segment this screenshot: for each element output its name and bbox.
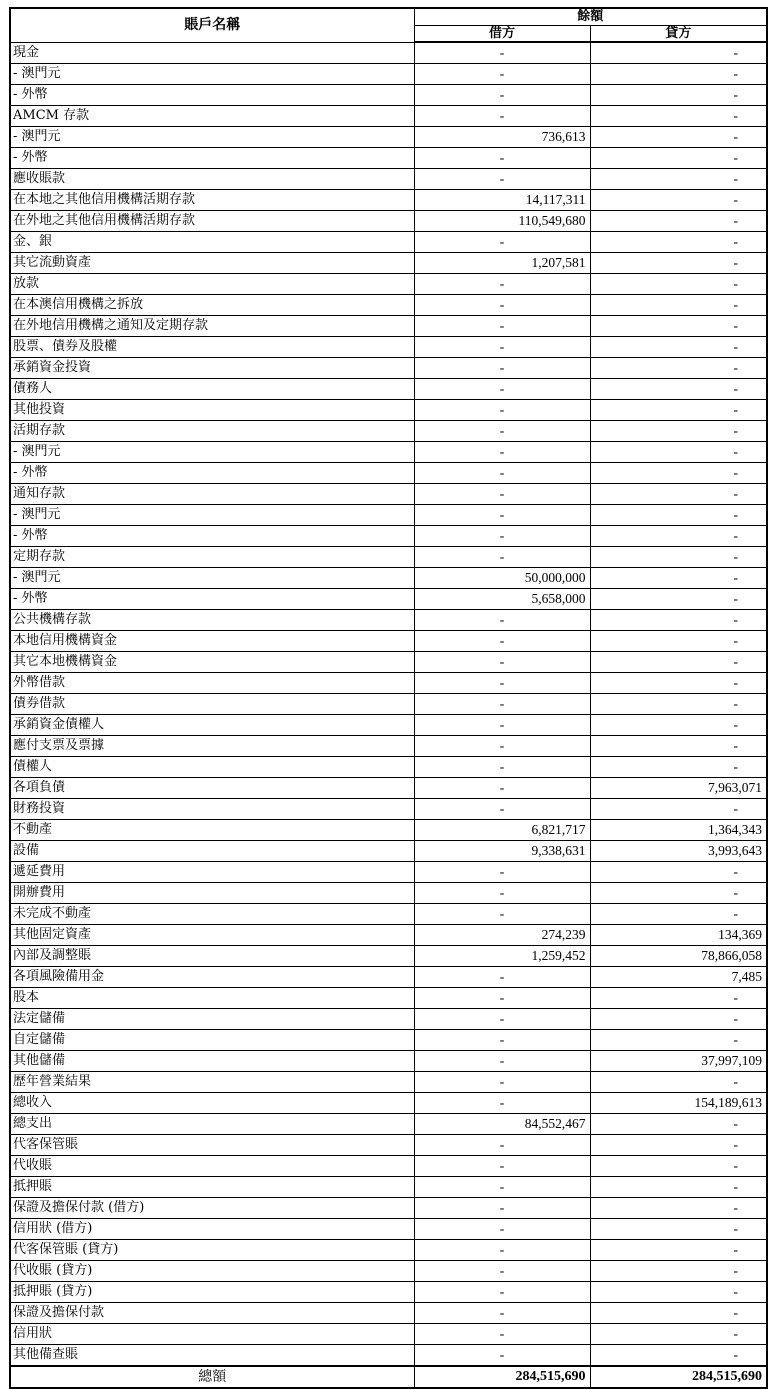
table-row [10, 715, 767, 736]
debit-cell: - [414, 988, 590, 1009]
debit-cell: - [414, 757, 590, 778]
account-name-cell: 現金 [10, 42, 414, 64]
debit-cell: - [414, 1219, 590, 1240]
table-body [10, 42, 767, 1366]
account-name-cell: 總收入 [10, 1093, 414, 1114]
table-row [10, 400, 767, 421]
table-row [10, 1219, 767, 1240]
table-row [10, 64, 767, 85]
credit-cell: - [590, 610, 767, 631]
account-name-cell: - 外幣 [10, 589, 414, 610]
credit-cell: - [590, 694, 767, 715]
credit-cell: 7,485 [590, 967, 767, 988]
debit-cell: 50,000,000 [414, 568, 590, 589]
account-name-cell: 債務人 [10, 379, 414, 400]
credit-cell: - [590, 1114, 767, 1135]
account-name-cell: 應付支票及票據 [10, 736, 414, 757]
account-name-cell: 未完成不動產 [10, 904, 414, 925]
account-name-cell: 其他固定資產 [10, 925, 414, 946]
debit-cell: - [414, 148, 590, 169]
credit-cell: 37,997,109 [590, 1051, 767, 1072]
debit-cell: - [414, 379, 590, 400]
debit-cell: - [414, 694, 590, 715]
table-row [10, 190, 767, 211]
credit-cell: - [590, 316, 767, 337]
account-name-cell: 不動產 [10, 820, 414, 841]
account-name-cell: 本地信用機構資金 [10, 631, 414, 652]
total-row [10, 1366, 767, 1388]
account-name-cell: 總支出 [10, 1114, 414, 1135]
debit-cell: - [414, 295, 590, 316]
credit-cell: - [590, 358, 767, 379]
account-name-cell: 承銷資金債權人 [10, 715, 414, 736]
credit-cell: - [590, 799, 767, 820]
account-name-cell: 股票、債券及股權 [10, 337, 414, 358]
table-row [10, 1072, 767, 1093]
table-row [10, 1177, 767, 1198]
table-row [10, 1282, 767, 1303]
debit-cell: - [414, 169, 590, 190]
table-row [10, 1093, 767, 1114]
debit-cell: 1,207,581 [414, 253, 590, 274]
account-name-cell: - 澳門元 [10, 442, 414, 463]
debit-cell: - [414, 1324, 590, 1345]
account-name-cell: 其他投資 [10, 400, 414, 421]
debit-cell: - [414, 337, 590, 358]
debit-header: 借方 [414, 26, 590, 43]
account-name-cell: 在本地之其他信用機構活期存款 [10, 190, 414, 211]
account-name-cell: 債權人 [10, 757, 414, 778]
table-row [10, 42, 767, 64]
table-row [10, 673, 767, 694]
table-row [10, 211, 767, 232]
credit-cell: - [590, 42, 767, 64]
credit-cell: - [590, 862, 767, 883]
credit-cell: - [590, 1177, 767, 1198]
debit-cell: 84,552,467 [414, 1114, 590, 1135]
credit-cell: - [590, 463, 767, 484]
debit-cell: - [414, 400, 590, 421]
debit-cell: - [414, 1030, 590, 1051]
debit-cell: - [414, 463, 590, 484]
debit-cell: 14,117,311 [414, 190, 590, 211]
credit-cell: - [590, 484, 767, 505]
credit-cell: - [590, 673, 767, 694]
credit-cell: - [590, 1009, 767, 1030]
table-row [10, 1114, 767, 1135]
credit-cell: - [590, 1156, 767, 1177]
table-row [10, 1324, 767, 1345]
credit-cell: - [590, 127, 767, 148]
credit-cell: - [590, 85, 767, 106]
account-name-cell: 抵押賬 (貸方) [10, 1282, 414, 1303]
debit-cell: - [414, 1177, 590, 1198]
debit-cell: - [414, 904, 590, 925]
account-name-cell: - 澳門元 [10, 505, 414, 526]
table-row [10, 967, 767, 988]
table-row [10, 358, 767, 379]
debit-cell: - [414, 1345, 590, 1367]
table-row [10, 316, 767, 337]
debit-cell: - [414, 505, 590, 526]
total-credit: 284,515,690 [590, 1366, 767, 1388]
table-row [10, 1051, 767, 1072]
table-row [10, 799, 767, 820]
credit-cell: - [590, 1072, 767, 1093]
table-row [10, 547, 767, 568]
table-row [10, 442, 767, 463]
credit-cell: 134,369 [590, 925, 767, 946]
debit-cell: - [414, 358, 590, 379]
debit-cell: - [414, 85, 590, 106]
debit-cell: - [414, 967, 590, 988]
debit-cell: 274,239 [414, 925, 590, 946]
account-name-cell: 公共機構存款 [10, 610, 414, 631]
credit-cell: - [590, 1198, 767, 1219]
table-row [10, 568, 767, 589]
table-row [10, 610, 767, 631]
credit-cell: - [590, 988, 767, 1009]
table-row [10, 1009, 767, 1030]
debit-cell: 5,658,000 [414, 589, 590, 610]
table-row [10, 232, 767, 253]
account-name-cell: 各項負債 [10, 778, 414, 799]
account-name-cell: 歷年營業結果 [10, 1072, 414, 1093]
credit-cell: - [590, 148, 767, 169]
debit-cell: - [414, 442, 590, 463]
table-row [10, 946, 767, 967]
table-row [10, 295, 767, 316]
credit-cell: - [590, 379, 767, 400]
credit-cell: - [590, 211, 767, 232]
table-row [10, 883, 767, 904]
debit-cell: - [414, 1198, 590, 1219]
debit-cell: - [414, 421, 590, 442]
table-row [10, 1303, 767, 1324]
debit-cell: - [414, 1051, 590, 1072]
credit-cell: - [590, 757, 767, 778]
credit-header: 貸方 [590, 26, 767, 43]
account-name-cell: 代收賬 (貸方) [10, 1261, 414, 1282]
debit-cell: 9,338,631 [414, 841, 590, 862]
credit-cell: - [590, 274, 767, 295]
account-name-cell: 在外地信用機構之通知及定期存款 [10, 316, 414, 337]
credit-cell: 78,866,058 [590, 946, 767, 967]
account-name-cell: 設備 [10, 841, 414, 862]
account-name-cell: - 外幣 [10, 463, 414, 484]
table-row [10, 379, 767, 400]
credit-cell: - [590, 253, 767, 274]
account-name-cell: 法定儲備 [10, 1009, 414, 1030]
account-name-cell: 在本澳信用機構之拆放 [10, 295, 414, 316]
debit-cell: - [414, 1156, 590, 1177]
table-row [10, 337, 767, 358]
table-row [10, 925, 767, 946]
credit-cell: - [590, 526, 767, 547]
account-name-cell: 抵押賬 [10, 1177, 414, 1198]
credit-cell: - [590, 232, 767, 253]
credit-cell: - [590, 1030, 767, 1051]
account-name-cell: 股本 [10, 988, 414, 1009]
table-row [10, 694, 767, 715]
account-name-cell: 承銷資金投資 [10, 358, 414, 379]
credit-cell: - [590, 589, 767, 610]
account-name-cell: 保證及擔保付款 (借方) [10, 1198, 414, 1219]
table-row [10, 862, 767, 883]
debit-cell: - [414, 652, 590, 673]
account-name-cell: 財務投資 [10, 799, 414, 820]
account-name-cell: 信用狀 [10, 1324, 414, 1345]
account-name-cell: - 澳門元 [10, 64, 414, 85]
table-row [10, 1198, 767, 1219]
credit-cell: - [590, 421, 767, 442]
debit-cell: 6,821,717 [414, 820, 590, 841]
account-name-cell: 其它本地機構資金 [10, 652, 414, 673]
account-name-cell: 定期存款 [10, 547, 414, 568]
debit-cell: - [414, 1303, 590, 1324]
table-row [10, 778, 767, 799]
account-name-cell: - 澳門元 [10, 127, 414, 148]
account-name-cell: AMCM 存款 [10, 106, 414, 127]
table-row [10, 652, 767, 673]
table-row [10, 631, 767, 652]
debit-cell: - [414, 1093, 590, 1114]
table-row [10, 904, 767, 925]
debit-cell: - [414, 610, 590, 631]
credit-cell: - [590, 106, 767, 127]
account-name-cell: 內部及調整賬 [10, 946, 414, 967]
account-name-cell: 各項風險備用金 [10, 967, 414, 988]
account-name-cell: 代客保管賬 [10, 1135, 414, 1156]
table-row [10, 1240, 767, 1261]
debit-cell: - [414, 673, 590, 694]
table-row [10, 274, 767, 295]
credit-cell: - [590, 1282, 767, 1303]
account-name-cell: 外幣借款 [10, 673, 414, 694]
debit-cell: - [414, 799, 590, 820]
debit-cell: - [414, 106, 590, 127]
account-name-cell: 開辦費用 [10, 883, 414, 904]
table-row [10, 757, 767, 778]
debit-cell: - [414, 484, 590, 505]
debit-cell: - [414, 631, 590, 652]
credit-cell: 154,189,613 [590, 1093, 767, 1114]
credit-cell: - [590, 1303, 767, 1324]
credit-cell: 3,993,643 [590, 841, 767, 862]
credit-cell: - [590, 652, 767, 673]
credit-cell: - [590, 1345, 767, 1367]
table-row [10, 421, 767, 442]
table-row [10, 106, 767, 127]
credit-cell: - [590, 1219, 767, 1240]
credit-cell: - [590, 295, 767, 316]
debit-cell: - [414, 1261, 590, 1282]
credit-cell: - [590, 547, 767, 568]
credit-cell: - [590, 904, 767, 925]
credit-cell: - [590, 1324, 767, 1345]
debit-cell: - [414, 1240, 590, 1261]
table-row [10, 505, 767, 526]
account-name-cell: 信用狀 (借方) [10, 1219, 414, 1240]
credit-cell: - [590, 1240, 767, 1261]
debit-cell: - [414, 547, 590, 568]
account-name-cell: 遞延費用 [10, 862, 414, 883]
account-name-cell: 通知存款 [10, 484, 414, 505]
credit-cell: - [590, 169, 767, 190]
credit-cell: - [590, 568, 767, 589]
table-header [10, 8, 767, 42]
table-row [10, 1135, 767, 1156]
debit-cell: - [414, 1282, 590, 1303]
table-row [10, 127, 767, 148]
debit-cell: - [414, 1135, 590, 1156]
credit-cell: 1,364,343 [590, 820, 767, 841]
credit-cell: - [590, 1261, 767, 1282]
debit-cell: - [414, 274, 590, 295]
table-row [10, 841, 767, 862]
credit-cell: - [590, 64, 767, 85]
account-name-cell: 其他儲備 [10, 1051, 414, 1072]
account-name-cell: 應收賬款 [10, 169, 414, 190]
account-name-cell: 代收賬 [10, 1156, 414, 1177]
credit-cell: - [590, 631, 767, 652]
trial-balance-table [9, 7, 768, 1389]
table-row [10, 1261, 767, 1282]
table-row [10, 820, 767, 841]
table-footer [10, 1366, 767, 1388]
total-label: 總額 [10, 1366, 414, 1388]
debit-cell: - [414, 778, 590, 799]
credit-cell: 7,963,071 [590, 778, 767, 799]
account-name-cell: 在外地之其他信用機構活期存款 [10, 211, 414, 232]
table-row [10, 1345, 767, 1367]
account-name-cell: - 澳門元 [10, 568, 414, 589]
debit-cell: - [414, 715, 590, 736]
debit-cell: - [414, 862, 590, 883]
table-row [10, 589, 767, 610]
table-row [10, 463, 767, 484]
table-row [10, 1156, 767, 1177]
account-name-cell: 金、銀 [10, 232, 414, 253]
account-name-cell: 保證及擔保付款 [10, 1303, 414, 1324]
credit-cell: - [590, 715, 767, 736]
table-row [10, 1030, 767, 1051]
account-name-cell: - 外幣 [10, 148, 414, 169]
table-row [10, 736, 767, 757]
table-row [10, 988, 767, 1009]
debit-cell: - [414, 736, 590, 757]
credit-cell: - [590, 400, 767, 421]
debit-cell: - [414, 232, 590, 253]
account-name-cell: 其它流動資產 [10, 253, 414, 274]
debit-cell: - [414, 42, 590, 64]
table-row [10, 253, 767, 274]
account-name-cell: 自定儲備 [10, 1030, 414, 1051]
credit-cell: - [590, 1135, 767, 1156]
credit-cell: - [590, 190, 767, 211]
account-name-header: 賬戶名稱 [10, 8, 414, 42]
table-row [10, 526, 767, 547]
balance-header: 餘額 [414, 8, 767, 26]
debit-cell: 110,549,680 [414, 211, 590, 232]
table-row [10, 85, 767, 106]
table-row [10, 484, 767, 505]
account-name-cell: 債券借款 [10, 694, 414, 715]
debit-cell: 736,613 [414, 127, 590, 148]
debit-cell: - [414, 883, 590, 904]
account-name-cell: 代客保管賬 (貸方) [10, 1240, 414, 1261]
table-row [10, 148, 767, 169]
credit-cell: - [590, 883, 767, 904]
account-name-cell: 活期存款 [10, 421, 414, 442]
account-name-cell: - 外幣 [10, 85, 414, 106]
account-name-cell: 其他備查賬 [10, 1345, 414, 1367]
debit-cell: - [414, 526, 590, 547]
credit-cell: - [590, 337, 767, 358]
account-name-cell: 放款 [10, 274, 414, 295]
debit-cell: 1,259,452 [414, 946, 590, 967]
debit-cell: - [414, 1072, 590, 1093]
account-name-cell: - 外幣 [10, 526, 414, 547]
debit-cell: - [414, 316, 590, 337]
credit-cell: - [590, 505, 767, 526]
credit-cell: - [590, 736, 767, 757]
credit-cell: - [590, 442, 767, 463]
total-debit: 284,515,690 [414, 1366, 590, 1388]
debit-cell: - [414, 64, 590, 85]
table-row [10, 169, 767, 190]
debit-cell: - [414, 1009, 590, 1030]
